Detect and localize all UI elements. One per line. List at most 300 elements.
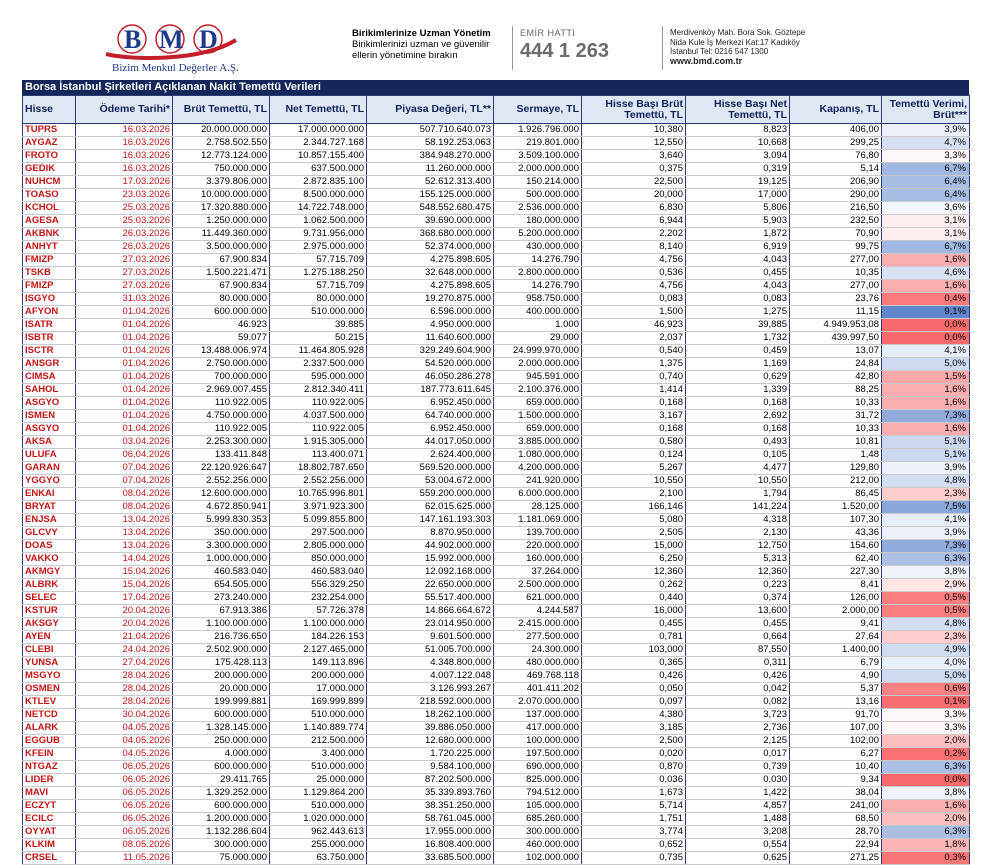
gross-dps-cell: 6,250	[582, 553, 686, 566]
table-row[interactable]	[23, 800, 970, 813]
gross-dps-cell: 0,870	[582, 761, 686, 774]
gross-dps-cell: 0,262	[582, 579, 686, 592]
table-row[interactable]	[23, 267, 970, 280]
table-row[interactable]	[23, 839, 970, 852]
column-header[interactable]: Piyasa Değeri, TL**	[367, 96, 494, 124]
close-price-cell: 27,64	[790, 631, 882, 644]
table-row[interactable]	[23, 774, 970, 787]
table-row[interactable]	[23, 501, 970, 514]
table-row[interactable]	[23, 579, 970, 592]
capital-cell: 6.000.000.000	[494, 488, 582, 501]
dividend-yield-cell: 5,0%	[882, 670, 970, 683]
dividend-yield-cell: 1,6%	[882, 384, 970, 397]
gross-dps-cell: 1,751	[582, 813, 686, 826]
table-row[interactable]	[23, 423, 970, 436]
close-price-cell: 28,70	[790, 826, 882, 839]
column-header[interactable]: Brüt Temettü, TL	[173, 96, 270, 124]
table-row[interactable]	[23, 852, 970, 865]
gross-dividend-cell: 1.250.000.000	[173, 215, 270, 228]
gross-dps-cell: 0,020	[582, 748, 686, 761]
market-cap-cell: 559.200.000.000	[367, 488, 494, 501]
gross-dps-cell: 20,000	[582, 189, 686, 202]
market-cap-cell: 35.339.893.760	[367, 787, 494, 800]
payment-date-cell: 08.04.2026	[76, 488, 173, 501]
close-price-cell: 212,00	[790, 475, 882, 488]
table-row[interactable]	[23, 475, 970, 488]
table-row[interactable]	[23, 566, 970, 579]
dividend-yield-cell: 3,8%	[882, 566, 970, 579]
market-cap-cell: 6.952.450.000	[367, 423, 494, 436]
gross-dps-cell: 0,124	[582, 449, 686, 462]
capital-cell: 500.000.000	[494, 189, 582, 202]
dividend-yield-cell: 3,8%	[882, 787, 970, 800]
payment-date-cell: 13.04.2026	[76, 527, 173, 540]
dividend-yield-cell: 6,7%	[882, 241, 970, 254]
ticker-cell: BRYAT	[23, 501, 76, 514]
net-dps-cell: 0,629	[686, 371, 790, 384]
dividend-yield-cell: 1,6%	[882, 254, 970, 267]
net-dividend-cell: 595.000.000	[270, 371, 367, 384]
company-address	[670, 28, 970, 66]
dividend-yield-cell: 3,9%	[882, 462, 970, 475]
gross-dividend-cell: 1.000.000.000	[173, 553, 270, 566]
table-row[interactable]	[23, 202, 970, 215]
capital-cell: 24.300.000	[494, 644, 582, 657]
dividend-yield-cell: 0,1%	[882, 696, 970, 709]
capital-cell: 29.000	[494, 332, 582, 345]
net-dps-cell: 1,169	[686, 358, 790, 371]
payment-date-cell: 14.04.2026	[76, 553, 173, 566]
dividend-yield-cell: 4,8%	[882, 618, 970, 631]
table-row[interactable]	[23, 319, 970, 332]
gross-dividend-cell: 216.736.650	[173, 631, 270, 644]
net-dividend-cell: 10.857.155.400	[270, 150, 367, 163]
payment-date-cell: 06.05.2026	[76, 813, 173, 826]
payment-date-cell: 04.05.2026	[76, 722, 173, 735]
net-dividend-cell: 1.275.188.250	[270, 267, 367, 280]
gross-dps-cell: 2,500	[582, 735, 686, 748]
gross-dps-cell: 166,146	[582, 501, 686, 514]
gross-dividend-cell: 200.000.000	[173, 670, 270, 683]
net-dividend-cell: 2.552.256.000	[270, 475, 367, 488]
net-dps-cell: 0,374	[686, 592, 790, 605]
table-row[interactable]	[23, 514, 970, 527]
dividend-yield-cell: 7,3%	[882, 540, 970, 553]
close-price-cell: 23,76	[790, 293, 882, 306]
payment-date-cell: 06.05.2026	[76, 800, 173, 813]
payment-date-cell: 08.04.2026	[76, 501, 173, 514]
svg-text:M: M	[159, 25, 184, 54]
market-cap-cell: 155.125.000.000	[367, 189, 494, 202]
address-line: İstanbul Tel: 0216 547 1300	[670, 47, 769, 56]
net-dps-cell: 1,872	[686, 228, 790, 241]
table-row[interactable]	[23, 605, 970, 618]
market-cap-cell: 4.950.000.000	[367, 319, 494, 332]
table-row[interactable]	[23, 384, 970, 397]
ticker-cell: CRSEL	[23, 852, 76, 865]
hotline-label: EMİR HATTI	[520, 28, 576, 38]
net-dividend-cell: 4.037.500.000	[270, 410, 367, 423]
payment-date-cell: 03.04.2026	[76, 436, 173, 449]
payment-date-cell: 26.03.2026	[76, 241, 173, 254]
column-header[interactable]: Ödeme Tarihi*	[76, 96, 173, 124]
capital-cell: 105.000.000	[494, 800, 582, 813]
hotline-number: 444 1 263	[520, 40, 609, 62]
dividend-yield-cell: 6,3%	[882, 826, 970, 839]
gross-dividend-cell: 600.000.000	[173, 709, 270, 722]
table-row[interactable]	[23, 696, 970, 709]
gross-dps-cell: 4,756	[582, 254, 686, 267]
gross-dividend-cell: 46.923	[173, 319, 270, 332]
capital-cell: 160.000.000	[494, 553, 582, 566]
dividend-yield-cell: 9,1%	[882, 306, 970, 319]
table-row[interactable]	[23, 735, 970, 748]
ticker-cell: KSTUR	[23, 605, 76, 618]
net-dps-cell: 13,600	[686, 605, 790, 618]
ticker-cell: FROTO	[23, 150, 76, 163]
net-dividend-cell: 8.500.000.000	[270, 189, 367, 202]
gross-dps-cell: 3,185	[582, 722, 686, 735]
table-row[interactable]	[23, 150, 970, 163]
capital-cell: 2.536.000.000	[494, 202, 582, 215]
market-cap-cell: 12.092.168.000	[367, 566, 494, 579]
table-row[interactable]	[23, 657, 970, 670]
market-cap-cell: 6.952.450.000	[367, 397, 494, 410]
column-header[interactable]: Hisse	[23, 96, 76, 124]
market-cap-cell: 14.866.664.672	[367, 605, 494, 618]
ticker-cell: LIDER	[23, 774, 76, 787]
net-dividend-cell: 1.100.000.000	[270, 618, 367, 631]
table-row[interactable]	[23, 163, 970, 176]
table-row[interactable]	[23, 644, 970, 657]
payment-date-cell: 15.04.2026	[76, 566, 173, 579]
table-row[interactable]	[23, 722, 970, 735]
market-cap-cell: 9.584.100.000	[367, 761, 494, 774]
gross-dps-cell: 12,550	[582, 137, 686, 150]
net-dividend-cell: 184.226.153	[270, 631, 367, 644]
market-cap-cell: 38.351.250.000	[367, 800, 494, 813]
capital-cell: 2.100.376.000	[494, 384, 582, 397]
net-dividend-cell: 17.000.000.000	[270, 124, 367, 137]
net-dps-cell: 0,664	[686, 631, 790, 644]
ticker-cell: DOAS	[23, 540, 76, 553]
dividend-yield-cell: 5,1%	[882, 436, 970, 449]
close-price-cell: 22,94	[790, 839, 882, 852]
net-dividend-cell: 510.000.000	[270, 800, 367, 813]
capital-cell: 1.500.000.000	[494, 410, 582, 423]
close-price-cell: 406,00	[790, 124, 882, 137]
column-header[interactable]: Sermaye, TL	[494, 96, 582, 124]
table-row[interactable]	[23, 176, 970, 189]
payment-date-cell: 27.03.2026	[76, 254, 173, 267]
table-row[interactable]	[23, 254, 970, 267]
gross-dividend-cell: 67.900.834	[173, 280, 270, 293]
close-price-cell: 102,00	[790, 735, 882, 748]
ticker-cell: ASGYO	[23, 397, 76, 410]
payment-date-cell: 01.04.2026	[76, 306, 173, 319]
gross-dps-cell: 22,500	[582, 176, 686, 189]
net-dps-cell: 3,094	[686, 150, 790, 163]
table-row[interactable]	[23, 540, 970, 553]
table-row[interactable]	[23, 462, 970, 475]
capital-cell: 1.926.796.000	[494, 124, 582, 137]
net-dps-cell: 4,318	[686, 514, 790, 527]
close-price-cell: 24,84	[790, 358, 882, 371]
capital-cell: 945.591.000	[494, 371, 582, 384]
market-cap-cell: 8.870.950.000	[367, 527, 494, 540]
table-row[interactable]	[23, 241, 970, 254]
table-row[interactable]	[23, 813, 970, 826]
column-header[interactable]: Hisse Başı Brüt Temettü, TL	[582, 96, 686, 124]
column-header[interactable]: Hisse Başı Net Temettü, TL	[686, 96, 790, 124]
table-row[interactable]	[23, 280, 970, 293]
dividend-yield-cell: 0,5%	[882, 592, 970, 605]
capital-cell: 659.000.000	[494, 423, 582, 436]
close-price-cell: 10,40	[790, 761, 882, 774]
net-dps-cell: 1,275	[686, 306, 790, 319]
gross-dps-cell: 0,168	[582, 423, 686, 436]
net-dps-cell: 0,082	[686, 696, 790, 709]
net-dps-cell: 8,823	[686, 124, 790, 137]
ticker-cell: ECZYT	[23, 800, 76, 813]
gross-dividend-cell: 2.502.900.000	[173, 644, 270, 657]
capital-cell: 300.000.000	[494, 826, 582, 839]
market-cap-cell: 1.720.225.000	[367, 748, 494, 761]
table-row[interactable]	[23, 293, 970, 306]
dividend-yield-cell: 0,6%	[882, 683, 970, 696]
table-row[interactable]	[23, 306, 970, 319]
capital-cell: 825.000.000	[494, 774, 582, 787]
market-cap-cell: 384.948.270.000	[367, 150, 494, 163]
payment-date-cell: 04.05.2026	[76, 735, 173, 748]
dividend-yield-cell: 4,0%	[882, 657, 970, 670]
dividend-yield-cell: 3,3%	[882, 709, 970, 722]
close-price-cell: 9,41	[790, 618, 882, 631]
close-price-cell: 13,07	[790, 345, 882, 358]
capital-cell: 137.000.000	[494, 709, 582, 722]
close-price-cell: 271,25	[790, 852, 882, 865]
gross-dps-cell: 5,267	[582, 462, 686, 475]
address-line: Merdivenköy Mah. Bora Sok. Göztepe	[670, 28, 806, 37]
capital-cell: 139.700.000	[494, 527, 582, 540]
gross-dividend-cell: 29.411.765	[173, 774, 270, 787]
close-price-cell: 99,75	[790, 241, 882, 254]
payment-date-cell: 06.05.2026	[76, 826, 173, 839]
gross-dps-cell: 0,097	[582, 696, 686, 709]
gross-dividend-cell: 750.000.000	[173, 163, 270, 176]
market-cap-cell: 4.007.122.048	[367, 670, 494, 683]
table-row[interactable]	[23, 449, 970, 462]
net-dps-cell: 0,168	[686, 397, 790, 410]
gross-dps-cell: 0,050	[582, 683, 686, 696]
gross-dividend-cell: 67.913.386	[173, 605, 270, 618]
ticker-cell: ECILC	[23, 813, 76, 826]
net-dividend-cell: 232.254.000	[270, 592, 367, 605]
ticker-cell: ISGYO	[23, 293, 76, 306]
market-cap-cell: 53.004.672.000	[367, 475, 494, 488]
close-price-cell: 10,33	[790, 423, 882, 436]
column-header[interactable]: Kapanış, TL	[790, 96, 882, 124]
gross-dps-cell: 0,740	[582, 371, 686, 384]
payment-date-cell: 28.04.2026	[76, 683, 173, 696]
gross-dividend-cell: 175.428.113	[173, 657, 270, 670]
table-row[interactable]	[23, 345, 970, 358]
table-row[interactable]	[23, 683, 970, 696]
gross-dps-cell: 2,037	[582, 332, 686, 345]
table-row[interactable]	[23, 670, 970, 683]
table-row[interactable]	[23, 124, 970, 137]
net-dps-cell: 4,477	[686, 462, 790, 475]
table-title: Borsa İstanbul Şirketleri Açıklanan Nakit Temettü Verileri	[22, 80, 969, 95]
close-price-cell: 70,90	[790, 228, 882, 241]
gross-dividend-cell: 2.969.007.455	[173, 384, 270, 397]
table-row[interactable]	[23, 826, 970, 839]
ticker-cell: NUHCM	[23, 176, 76, 189]
capital-cell: 1.000	[494, 319, 582, 332]
capital-cell: 2.415.000.000	[494, 618, 582, 631]
gross-dividend-cell: 3.500.000.000	[173, 241, 270, 254]
table-row[interactable]	[23, 137, 970, 150]
market-cap-cell: 6.596.000.000	[367, 306, 494, 319]
dividend-yield-cell: 1,6%	[882, 800, 970, 813]
ticker-cell: ANHYT	[23, 241, 76, 254]
net-dps-cell: 0,223	[686, 579, 790, 592]
table-row[interactable]	[23, 787, 970, 800]
ticker-cell: ASGYO	[23, 423, 76, 436]
gross-dividend-cell: 5.999.830.353	[173, 514, 270, 527]
net-dividend-cell: 113.400.071	[270, 449, 367, 462]
dividend-yield-cell: 0,4%	[882, 293, 970, 306]
gross-dividend-cell: 20.000.000	[173, 683, 270, 696]
gross-dividend-cell: 199.999.881	[173, 696, 270, 709]
table-row[interactable]	[23, 488, 970, 501]
market-cap-cell: 39.886.050.000	[367, 722, 494, 735]
table-row[interactable]	[23, 761, 970, 774]
payment-date-cell: 07.04.2026	[76, 462, 173, 475]
gross-dividend-cell: 1.500.221.471	[173, 267, 270, 280]
capital-cell: 400.000.000	[494, 306, 582, 319]
capital-cell: 4.200.000.000	[494, 462, 582, 475]
table-row[interactable]	[23, 215, 970, 228]
net-dps-cell: 3,208	[686, 826, 790, 839]
table-row[interactable]	[23, 618, 970, 631]
address-line: Nida Kule İş Merkezi Kat:17 Kadıköy	[670, 37, 800, 47]
table-row[interactable]	[23, 527, 970, 540]
gross-dps-cell: 3,167	[582, 410, 686, 423]
net-dps-cell: 0,042	[686, 683, 790, 696]
column-header[interactable]: Temettü Verimi, Brüt***	[882, 96, 970, 124]
payment-date-cell: 16.03.2026	[76, 150, 173, 163]
ticker-cell: YGGYO	[23, 475, 76, 488]
market-cap-cell: 12.680.000.000	[367, 735, 494, 748]
close-price-cell: 5,37	[790, 683, 882, 696]
table-row[interactable]	[23, 709, 970, 722]
column-header[interactable]: Net Temettü, TL	[270, 96, 367, 124]
table-row[interactable]	[23, 748, 970, 761]
gross-dps-cell: 6,944	[582, 215, 686, 228]
table-row[interactable]	[23, 592, 970, 605]
table-row[interactable]	[23, 371, 970, 384]
capital-cell: 241.920.000	[494, 475, 582, 488]
close-price-cell: 62,40	[790, 553, 882, 566]
table-row[interactable]	[23, 553, 970, 566]
company-name: Bizim Menkul Değerler A.Ş.	[112, 62, 239, 74]
market-cap-cell: 62.015.625.000	[367, 501, 494, 514]
market-cap-cell: 11.640.600.000	[367, 332, 494, 345]
gross-dps-cell: 2,202	[582, 228, 686, 241]
table-row[interactable]	[23, 631, 970, 644]
close-price-cell: 1.400,00	[790, 644, 882, 657]
gross-dps-cell: 2,100	[582, 488, 686, 501]
market-cap-cell: 218.592.000.000	[367, 696, 494, 709]
net-dividend-cell: 2.805.000.000	[270, 540, 367, 553]
net-dividend-cell: 212.500.000	[270, 735, 367, 748]
net-dps-cell: 0,311	[686, 657, 790, 670]
table-row[interactable]	[23, 228, 970, 241]
capital-cell: 659.000.000	[494, 397, 582, 410]
net-dividend-cell: 11.464.805.928	[270, 345, 367, 358]
market-cap-cell: 17.955.000.000	[367, 826, 494, 839]
close-price-cell: 13,16	[790, 696, 882, 709]
capital-cell: 100.000.000	[494, 735, 582, 748]
net-dividend-cell: 14.722.748.000	[270, 202, 367, 215]
payment-date-cell: 08.05.2026	[76, 839, 173, 852]
dividend-yield-cell: 5,1%	[882, 449, 970, 462]
capital-cell: 3.885.000.000	[494, 436, 582, 449]
dividend-yield-cell: 3,3%	[882, 722, 970, 735]
capital-cell: 401.411.202	[494, 683, 582, 696]
net-dps-cell: 1,794	[686, 488, 790, 501]
dividend-yield-cell: 6,4%	[882, 176, 970, 189]
gross-dps-cell: 16,000	[582, 605, 686, 618]
net-dividend-cell: 1.915.305.000	[270, 436, 367, 449]
net-dividend-cell: 2.812.340.411	[270, 384, 367, 397]
net-dividend-cell: 1.129.864.200	[270, 787, 367, 800]
table-row[interactable]	[23, 332, 970, 345]
gross-dividend-cell: 11.449.360.000	[173, 228, 270, 241]
net-dps-cell: 2,692	[686, 410, 790, 423]
close-price-cell: 5,14	[790, 163, 882, 176]
payment-date-cell: 04.05.2026	[76, 748, 173, 761]
capital-cell: 417.000.000	[494, 722, 582, 735]
payment-date-cell: 26.03.2026	[76, 228, 173, 241]
payment-date-cell: 06.05.2026	[76, 787, 173, 800]
close-price-cell: 88,25	[790, 384, 882, 397]
gross-dps-cell: 0,083	[582, 293, 686, 306]
market-cap-cell: 187.773.611.645	[367, 384, 494, 397]
close-price-cell: 206,90	[790, 176, 882, 189]
ticker-cell: AFYON	[23, 306, 76, 319]
dividend-yield-cell: 6,3%	[882, 553, 970, 566]
gross-dps-cell: 0,455	[582, 618, 686, 631]
table-row[interactable]	[23, 436, 970, 449]
dividend-yield-cell: 6,7%	[882, 163, 970, 176]
close-price-cell: 107,00	[790, 722, 882, 735]
close-price-cell: 86,45	[790, 488, 882, 501]
net-dps-cell: 0,017	[686, 748, 790, 761]
close-price-cell: 290,00	[790, 189, 882, 202]
table-row[interactable]	[23, 189, 970, 202]
net-dps-cell: 0,455	[686, 267, 790, 280]
capital-cell: 24.999.970.000	[494, 345, 582, 358]
table-row[interactable]	[23, 410, 970, 423]
dividend-yield-cell: 3,1%	[882, 215, 970, 228]
net-dps-cell: 4,043	[686, 280, 790, 293]
table-row[interactable]	[23, 397, 970, 410]
table-row[interactable]	[23, 358, 970, 371]
net-dps-cell: 2,130	[686, 527, 790, 540]
gross-dividend-cell: 59.077	[173, 332, 270, 345]
